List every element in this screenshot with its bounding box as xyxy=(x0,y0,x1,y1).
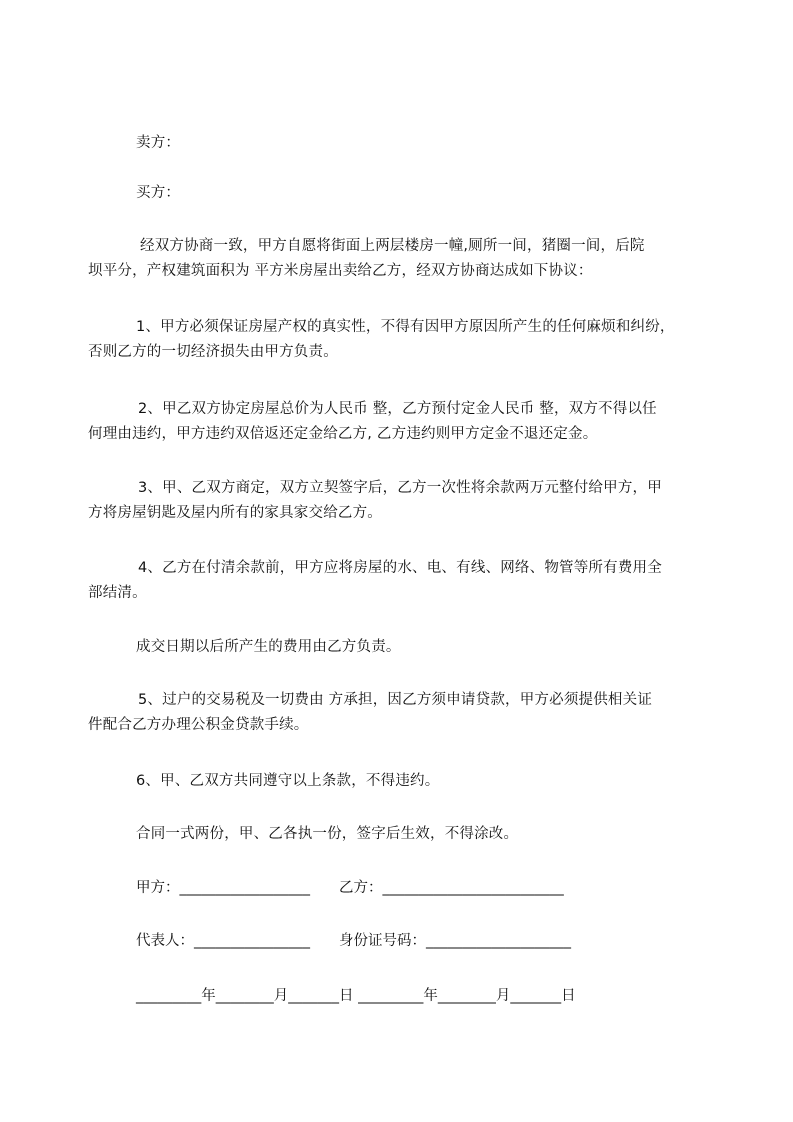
clause-5 xyxy=(88,688,728,738)
buyer-label: 买方： xyxy=(136,185,181,201)
intro-paragraph xyxy=(88,234,728,284)
copies-note: 合同一式两份，甲、乙各执一份，签字后生效，不得涂改。 xyxy=(136,826,519,842)
clause-1 xyxy=(88,315,728,365)
clause-5-line-1: 5、过户的交易税及一切费由 方承担，因乙方须申请贷款，甲方必须提供相关证 xyxy=(138,692,653,708)
clause-2-line-2: 何理由违约，甲方违约双倍返还定金给乙方, 乙方违约则甲方定金不退还定金。 xyxy=(88,426,598,442)
clause-4-line-2: 部结清。 xyxy=(88,585,147,601)
intro-line-2: 坝平分，产权建筑面积为 平方米房屋出卖给乙方，经双方协商达成如下协议： xyxy=(88,263,593,279)
party-a-signature: 甲方：__________________ xyxy=(136,880,310,896)
clause-1-line-1: 1、甲方必须保证房屋产权的真实性，不得有因甲方原因所产生的任何麻烦和纠纷， xyxy=(136,319,675,335)
id-number-field: 身份证号码：____________________ xyxy=(339,933,571,949)
intro-line-1: 经双方协商一致，甲方自愿将街面上两层楼房一幢,厕所一间，猪圈一间，后院 xyxy=(140,238,645,254)
party-b-signature: 乙方：_________________________ xyxy=(339,880,564,896)
clause-3 xyxy=(88,476,728,526)
after-date-note: 成交日期以后所产生的费用由乙方负责。 xyxy=(136,639,401,655)
clause-3-line-2: 方将房屋钥匙及屋内所有的家具家交给乙方。 xyxy=(88,505,382,521)
seller-label: 卖方： xyxy=(136,135,181,151)
clause-2 xyxy=(88,397,728,447)
signature-dates: _________年________月_______日 _________年________月_______日 xyxy=(136,988,576,1004)
clause-4-line-1: 4、乙方在付清余款前，甲方应将房屋的水、电、有线、网络、物管等所有费用全 xyxy=(138,560,662,576)
clause-3-line-1: 3、甲、乙双方商定，双方立契签字后，乙方一次性将余款两万元整付给甲方，甲 xyxy=(138,480,662,496)
clause-1-line-2: 否则乙方的一切经济损失由甲方负责。 xyxy=(88,344,338,360)
clause-2-line-1: 2、甲乙双方协定房屋总价为人民币 整，乙方预付定金人民币 整，双方不得以任 xyxy=(138,401,657,417)
clause-5-line-2: 件配合乙方办理公积金贷款手续。 xyxy=(88,717,309,733)
clause-4 xyxy=(88,556,728,606)
clause-6: 6、甲、乙双方共同遵守以上条款，不得违约。 xyxy=(136,773,440,789)
representative-signature: 代表人：________________ xyxy=(136,933,310,949)
